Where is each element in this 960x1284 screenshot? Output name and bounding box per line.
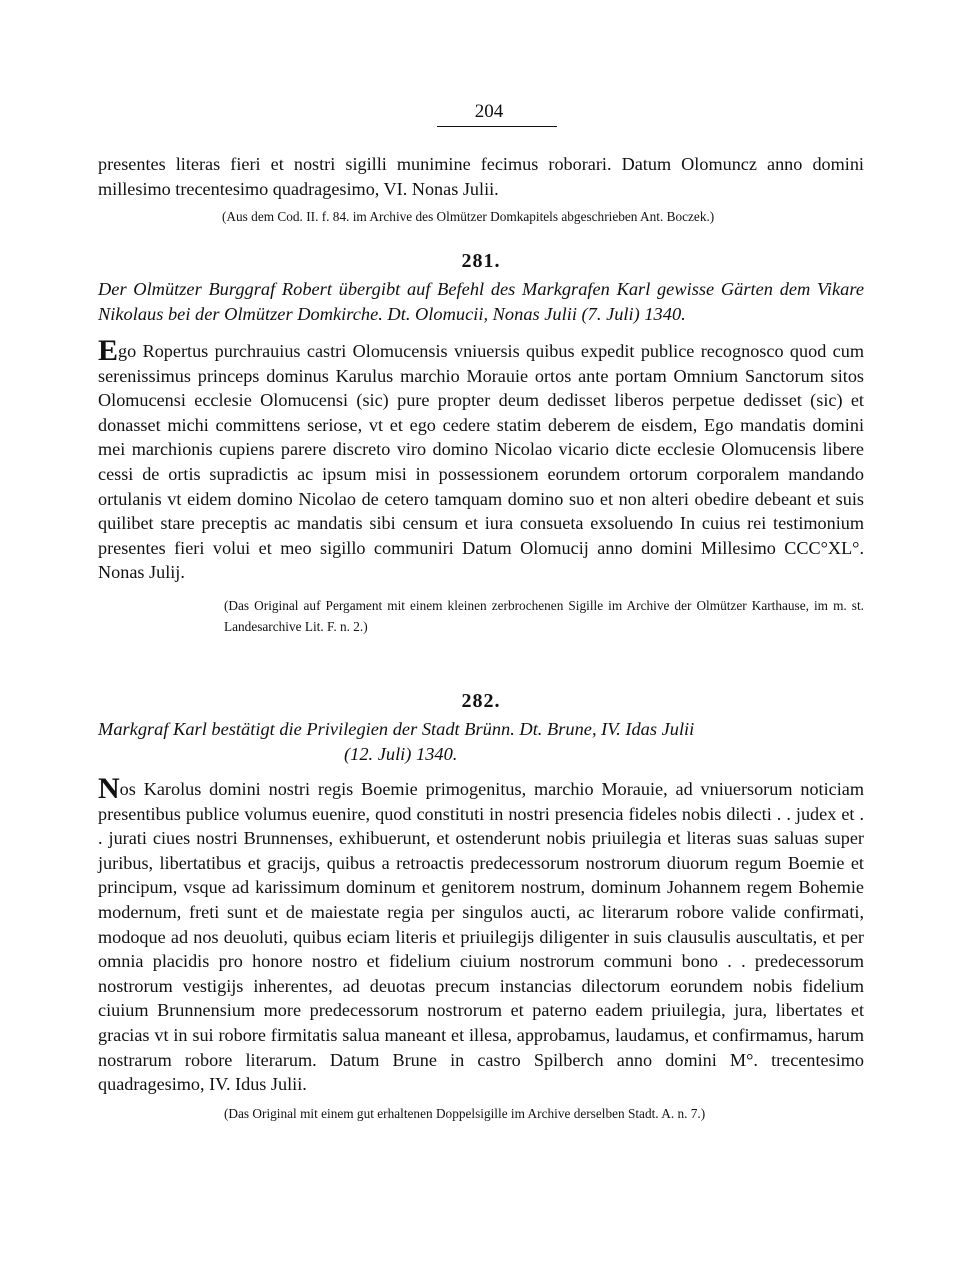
document-281 <box>98 250 864 637</box>
document-body-text: os Karolus domini nostri regis Boemie primogenitus, marchio Morauie, ad vniuersorum noticiam presentibus publice volumus euenire, quod constituti in nostri presencia fideles nobis dilecti . . judex et . . jurati ciues nostri Brunnenses, exhibuerunt, et ostenderunt nobis priuilegia et literas suas saluas super juribus, libertatibus et gracijs, quibus a retroactis predecessorum nostrorum diuorum regum Boemie et principum, vsque ad karissimum dominum et genitorem nostrum, dominum Johannem regem Bohemie modernum, freti sunt et de maiestate regia per singulos aucti, ac literarum robore valide confirmati, modoque ad nos deuoluti, quibus eciam literis et priuilegijs diligenter in suis clausulis auscultatis, et per omnia placidis pro honore nostro et fidelium ciuium nostrorum communi bono . . predecessorum nostrorum vestigijs inherentes, ad deuotas precum instancias dilectorum eorundem nobis fidelium ciuium Brunnensium more predecessorum nostrorum et paterno eadem priuilegia, jura, libertates et gracias vt in sui robore firmitatis salua maneant et illesa, approbamus, laudamus, et confirmamus, harum nostrarum robore literarum. Datum Brune in castro Spilberch anno domini M°. trecentesimo quadragesimo, IV. Idus Julii. <box>98 779 864 1095</box>
page-number-rule <box>437 126 557 127</box>
source-note: (Das Original mit einem gut erhaltenen Doppelsigille im Archive derselben Stadt. A. n. 7.) <box>224 1105 706 1121</box>
document-body <box>98 772 864 1097</box>
continuation-section <box>98 152 864 227</box>
document-282 <box>98 690 864 1124</box>
document-number: 282. <box>461 690 501 712</box>
document-title <box>98 717 864 767</box>
page-number: 204 <box>474 101 504 122</box>
continuation-text: presentes literas fieri et nostri sigilli munimine fecimus roborari. Datum Olomuncz anno domini millesimo trecentesimo quadragesimo, VI. Nonas Julii. <box>98 154 864 199</box>
document-number: 281. <box>461 250 501 272</box>
source-note: (Das Original auf Pergament mit einem kleinen zerbrochenen Sigille im Archive der Olmützer Karthause, im m. st. Landesarchive Lit. F. n. 2.) <box>224 597 864 634</box>
initial-letter: N <box>98 772 120 805</box>
initial-letter: E <box>98 334 119 367</box>
document-title: Der Olmützer Burggraf Robert übergibt auf Befehl des Markgrafen Karl gewisse Gärten dem Vikare Nikolaus bei der Olmützer Domkirche. Dt. Olomucii, Nonas Julii (7. Juli) 1340. <box>98 279 864 324</box>
document-body-text: go Ropertus purchrauius castri Olomucensis vniuersis quibus expedit publice recognosco quod cum serenissimus princeps dominus Karulus marchio Morauie ortos ante portam Omnium Sanctorum sitos Olomucensi ecclesie Olomucensi (sic) pure propter deum dedisset liberos perpetue dedisset (sic) et donasset michi committens seriose, vt et ego cedere statim deberem de eisdem, Ego mandatis domini mei marchionis cupiens parere discreto viro domino Nicolao vicario dicte ecclesie Olomucensis libere cessi de ortis supradictis ac ipsum misi in possessionem eorundem ortorum corporalem mandando ortulanis vt eidem domino Nicolao de cetero tamquam domino suo et non alteri obedire debeant et suis quilibet stare preceptis ac mandatis sibi censum et iura consueta exsoluendo In cuius rei testimonium presentes fieri volui et meo sigillo communiri Datum Olomucij anno domini Millesimo CCC°XL°. Nonas Julij. <box>98 341 864 583</box>
document-title-line-2: (12. Juli) 1340. <box>344 744 458 764</box>
continuation-source-note: (Aus dem Cod. II. f. 84. im Archive des Olmützer Domkapitels abgeschrieben Ant. Boczek.) <box>222 209 715 225</box>
document-body <box>98 334 864 585</box>
document-title-line-1: Markgraf Karl bestätigt die Privilegien der Stadt Brünn. Dt. Brune, IV. Idas Julii <box>98 719 695 739</box>
document-page <box>98 100 864 127</box>
